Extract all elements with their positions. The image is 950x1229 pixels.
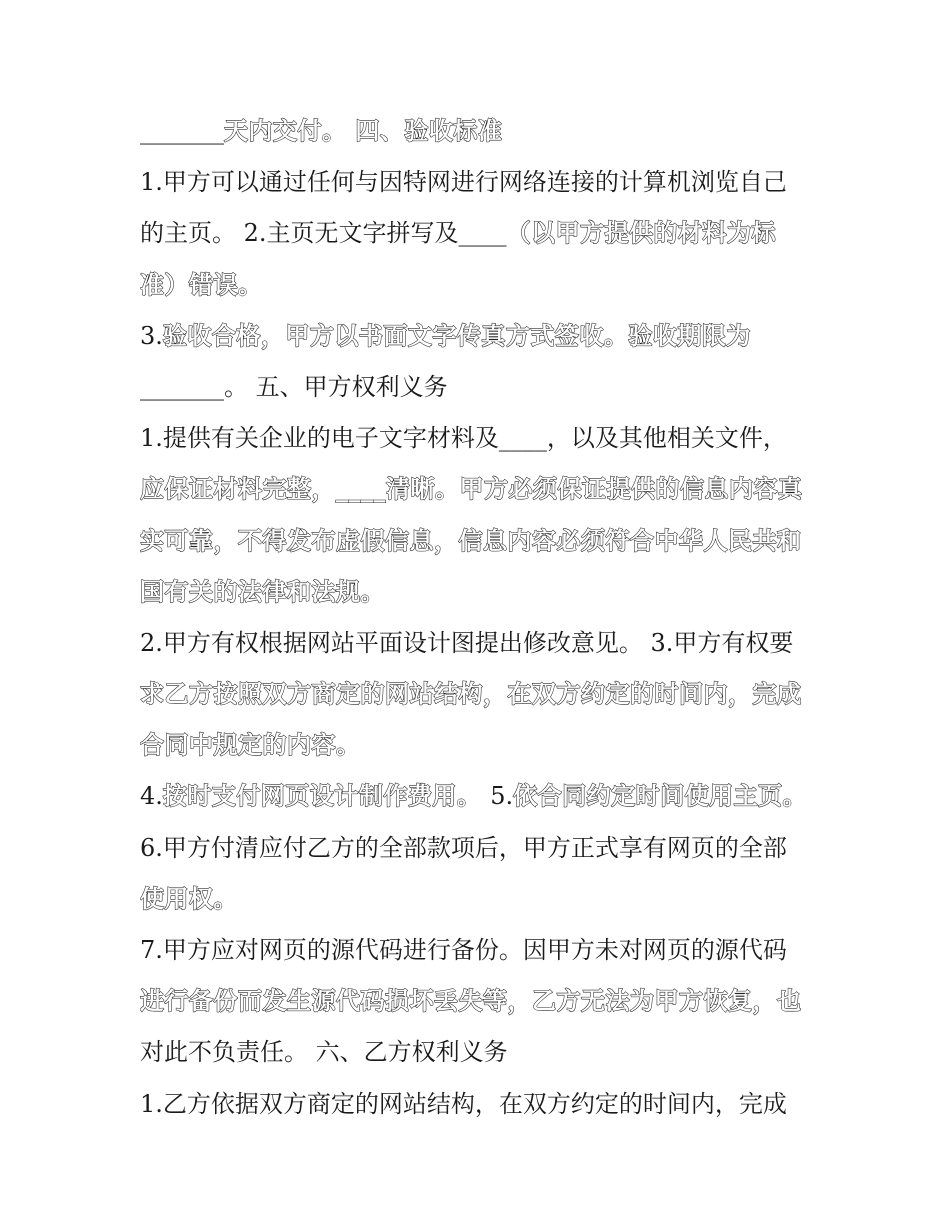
text-segment: 对此不负责任。 六、乙方权利义务 xyxy=(140,1038,508,1067)
text-line xyxy=(140,567,820,618)
text-line xyxy=(140,464,820,515)
text-line xyxy=(140,976,820,1027)
stylized-text-segment: 准）错误。 xyxy=(140,270,263,299)
text-line xyxy=(140,925,820,976)
stylized-text-segment: 天内交付。 四、验收标准 xyxy=(224,117,503,145)
text-line xyxy=(140,413,820,464)
text-segment: 5. xyxy=(490,782,514,811)
text-line xyxy=(140,157,820,208)
text-segment: 4. xyxy=(140,782,163,811)
text-line xyxy=(140,874,820,925)
text-line xyxy=(140,720,820,771)
text-line xyxy=(140,771,820,822)
stylized-text-segment: 应保证材料完整，____清晰。甲方必须保证提供的信息内容真 xyxy=(140,475,803,504)
text-line xyxy=(140,823,820,874)
text-line xyxy=(140,260,820,311)
text-line xyxy=(140,106,820,157)
text-line xyxy=(140,311,820,362)
text-segment: 6.甲方付清应付乙方的全部款项后，甲方正式享有网页的全部 xyxy=(140,833,787,862)
text-line xyxy=(140,1079,820,1130)
stylized-text-segment: 进行备份而发生源代码损坏丢失等，乙方无法为甲方恢复，也 xyxy=(140,987,802,1016)
text-segment: 2.甲方有权根据网站平面设计图提出修改意见。 3.甲方有权要 xyxy=(140,628,794,657)
stylized-text-segment: 按时支付网页设计制作费用。 xyxy=(162,782,491,811)
stylized-text-segment: （以甲方提供的材料为标 xyxy=(506,219,777,248)
text-segment: 1.甲方可以通过任何与因特网进行网络连接的计算机浏览自己 xyxy=(140,168,787,197)
stylized-text-segment: 实可靠，不得发布虚假信息，信息内容必须符合中华人民共和 xyxy=(140,526,802,555)
text-segment: _______。 五、甲方权利义务 xyxy=(140,372,448,401)
text-segment: 3. xyxy=(140,321,163,350)
text-segment: 的主页。 2.主页无文字拼写及____ xyxy=(140,219,507,248)
text-line xyxy=(140,1027,820,1078)
stylized-text-segment: 合同中规定的内容。 xyxy=(140,731,361,760)
text-line xyxy=(140,208,820,259)
stylized-text-segment: 依合同约定时间使用主页。 xyxy=(513,782,808,811)
stylized-text-segment: 使用权。 xyxy=(140,884,238,913)
stylized-text-segment: 国有关的法律和法规。 xyxy=(140,577,385,606)
text-segment: 1.提供有关企业的电子文字材料及____，以及其他相关文件， xyxy=(140,424,787,453)
contract-text-body xyxy=(140,106,820,1130)
text-line xyxy=(140,669,820,720)
text-line xyxy=(140,516,820,567)
text-segment: 1.乙方依据双方商定的网站结构，在双方约定的时间内，完成 xyxy=(140,1089,787,1118)
text-line xyxy=(140,362,820,413)
text-line xyxy=(140,618,820,669)
text-segment: 7.甲方应对网页的源代码进行备份。因甲方未对网页的源代码 xyxy=(140,936,787,964)
text-segment: _______ xyxy=(140,117,224,145)
stylized-text-segment: 求乙方按照双方商定的网站结构，在双方约定的时间内，完成 xyxy=(140,680,802,709)
stylized-text-segment: 验收合格，甲方以书面文字传真方式签收。验收期限为 xyxy=(162,321,751,350)
